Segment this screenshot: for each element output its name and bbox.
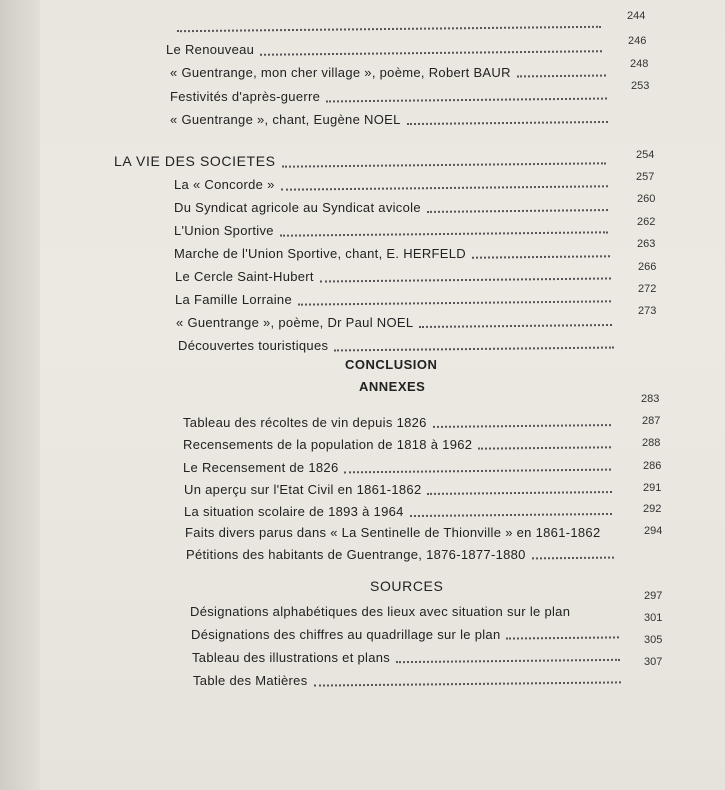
toc-entry-label: L'Union Sportive [174,223,274,238]
dot-leader [320,277,611,282]
toc-entry [174,223,612,238]
toc-entry-label: Le Cercle Saint-Hubert [175,269,314,284]
toc-entry-label: Tableau des illustrations et plans [192,650,391,665]
toc-entry [175,269,615,284]
dot-leader [433,424,611,428]
dot-leader [282,162,606,167]
page-number: 266 [638,261,657,273]
toc-entry-label: Pétitions des habitants de Guentrange, 1876-1877-1880 [186,547,526,562]
toc-entry [174,177,612,192]
toc-entry-label: « Guentrange », poème, Dr Paul NOEL [176,315,414,330]
dot-leader [407,121,608,125]
page-number: 246 [628,35,647,47]
toc-entry [183,415,615,430]
toc-entry-label: La Famille Lorraine [175,292,292,307]
toc-entry-label: Désignations des chiffres au quadrillage sur le plan [191,627,501,642]
toc-entry-label: Tableau des récoltes de vin depuis 1826 [183,415,427,430]
toc-entry-label: Faits divers parus dans « La Sentinelle de Thionville » en 1861-1862 [185,525,601,540]
toc-entry [183,437,615,452]
dot-leader [177,26,601,32]
toc-entry [175,292,615,307]
toc-entry [192,650,624,665]
page-number: 294 [644,525,663,537]
toc-entry-label: Le Renouveau [166,42,255,57]
toc-entry-label: Marche de l'Union Sportive, chant, E. HERFELD [174,246,466,261]
dot-leader [506,636,619,639]
toc-entry-label: Festivités d'après-guerre [170,89,321,104]
page-number: 272 [638,283,657,295]
toc-entry-label: Un aperçu sur l'Etat Civil en 1861-1862 [184,482,422,497]
toc-entry [184,504,616,519]
toc-entry-label: La « Concorde » [174,177,275,192]
page-number: 273 [638,305,657,317]
page-number: 292 [643,503,662,515]
dot-leader [260,50,602,56]
toc-entry [166,42,606,57]
toc-entry-label: La situation scolaire de 1893 à 1964 [184,504,404,519]
dot-leader [281,185,608,190]
dot-leader [427,491,612,495]
toc-section-entry [114,153,610,169]
toc-entry [184,482,616,497]
toc-entry [176,315,616,330]
toc-entry [185,525,620,540]
dot-leader [472,255,610,258]
dot-leader [396,659,620,663]
dot-leader [410,513,612,517]
section-title: LA VIE DES SOCIETES [114,153,276,169]
page-number: 244 [627,10,646,22]
conclusion-heading: CONCLUSION [345,357,438,372]
page-number: 263 [637,238,656,250]
toc-entry [183,460,615,475]
dot-leader [314,681,621,686]
page-number: 307 [644,656,663,668]
page-number: 291 [643,482,662,494]
toc-entry [170,89,611,104]
page-number: 260 [637,193,656,205]
dot-leader [517,75,606,78]
toc-entry-label: Table des Matières [193,673,308,688]
toc-entry [167,18,605,33]
toc-entry-label: « Guentrange », chant, Eugène NOEL [170,112,401,127]
toc-entry [170,112,612,127]
annexes-heading: ANNEXES [359,379,426,394]
sources-heading: SOURCES [370,578,444,594]
dot-leader [427,209,608,213]
page-number: 301 [644,612,663,624]
page-gutter [0,0,40,790]
dot-leader [344,469,611,474]
toc-entry [174,246,614,261]
page-number: 248 [630,58,649,70]
dot-leader [334,347,614,352]
dot-leader [478,446,611,449]
toc-entry-label: Désignations alphabétiques des lieux avec situation sur le plan [190,604,571,619]
toc-entry-label: Le Recensement de 1826 [183,460,339,475]
dot-leader [532,557,614,560]
page-number: 283 [641,393,660,405]
dot-leader [326,98,607,103]
toc-entry [174,200,612,215]
toc-entry [178,338,618,353]
page-number: 257 [636,171,655,183]
dot-leader [419,324,612,328]
toc-entry [190,604,622,619]
page-number: 305 [644,634,663,646]
page-number: 287 [642,415,661,427]
toc-entry [193,673,625,688]
toc-entry-label: Recensements de la population de 1818 à 1962 [183,437,473,452]
page-number: 286 [643,460,662,472]
toc-entry-label: « Guentrange, mon cher village », poème, Robert BAUR [170,65,511,80]
page-number: 297 [644,590,663,602]
toc-entry-label: Du Syndicat agricole au Syndicat avicole [174,200,421,215]
page-number: 262 [637,216,656,228]
toc-entry [191,627,623,642]
toc-entry [170,65,610,80]
toc-entry [186,547,618,562]
page-number: 288 [642,437,661,449]
dot-leader [280,231,608,236]
toc-entry-label: Découvertes touristiques [178,338,329,353]
page-number: 253 [631,80,650,92]
dot-leader [298,300,611,305]
page-number: 254 [636,149,655,161]
